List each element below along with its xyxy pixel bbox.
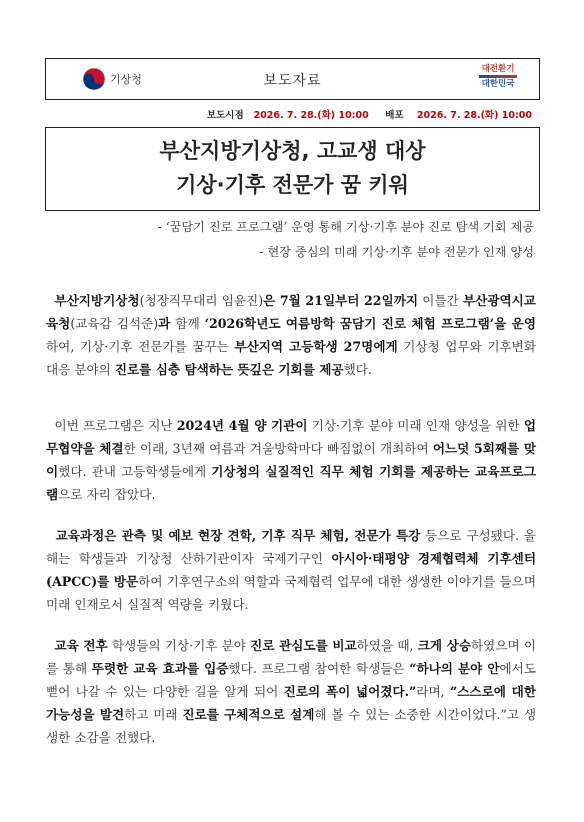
paragraph-text-segment: 하고 미래 [124, 707, 183, 722]
paragraph-text-segment: 함께 [170, 316, 205, 331]
paragraph-text-segment: 하였을 때, [356, 638, 418, 653]
paragraph-text-segment: 으로 자리 잡았다. [58, 487, 156, 502]
paragraph-text-segment: 진로 관심도를 비교 [250, 638, 357, 653]
subtitle-1: - ‘꿈담기 진로 프로그램’ 운영 통해 기상·기후 분야 진로 탐색 기회 제공 [157, 220, 534, 234]
paragraph-text-segment: 에서도 뻗어 나갈 수 있는 다양한 길을 알게 되어 [46, 661, 536, 699]
body-paragraph-3 [46, 524, 536, 616]
paragraph-text-segment: 했다. 프로그램 참여한 학생들은 [228, 661, 410, 676]
release-info [207, 107, 532, 121]
paragraph-text-segment: 등으로 구성됐다. 올해는 학생들과 기상청 산하기관이자 국제기구인 [46, 528, 536, 566]
paragraph-text-segment: 기상청의 실질적인 직무 체험 기회를 제공하는 교육프로그램 [46, 464, 536, 502]
paragraph-text-segment: 라며, [416, 684, 451, 699]
headline-line-2: 기상·기후 전문가 꿈 키워 [176, 173, 409, 197]
paragraph-text-segment: 진로를 심층 탐색하는 뜻깊은 기회를 제공 [114, 362, 344, 377]
paragraph-text-segment: 크게 상승 [417, 638, 471, 653]
campaign-logo-top-text: 대전환기 [481, 64, 515, 74]
body-paragraph-1 [46, 289, 536, 381]
paragraph-text-segment: 은 7월 21일부터 22일까지 [263, 293, 419, 308]
paragraph-text-segment: 하여 기후연구소의 역할과 국제협력 업무에 대한 생생한 이야기를 들으며 미래 인재로서 실질적 역량을 키웠다. [46, 574, 536, 612]
release-label-1: 보도시점 [206, 110, 244, 121]
paragraph-text-segment: 아시아·태평양 경제협력체 기후센터(APCC)를 방문 [46, 551, 537, 589]
paragraph-text-segment: 했다. [343, 362, 372, 377]
paragraph-text-segment: 뚜렷한 교육 효과를 입증 [91, 661, 229, 676]
paragraph-text-segment: 부산지방기상청 [54, 293, 140, 308]
paragraph-text-segment: 교육과정은 관측 및 예보 현장 견학, 기후 직무 체험, 전문가 특강 [55, 528, 421, 543]
header-box [45, 58, 540, 100]
campaign-logo-bar [479, 75, 517, 78]
paragraph-text-segment: 이번 프로그램은 지난 [54, 418, 177, 433]
paragraph-text-segment: ‘2026학년도 여름방학 꿈담기 진로 체험 프로그램’을 운영 [204, 316, 536, 331]
org-name: 기상청 [110, 73, 142, 86]
paragraph-text-segment: 이틀간 [418, 293, 463, 308]
paragraph-text-segment: 부산광역시교육청 [46, 293, 536, 331]
paragraph-text-segment: “스스로에 대한 가능성을 발견 [46, 684, 537, 722]
paragraph-text-segment: 기상·기후 분야 미래 인재 양성을 위한 [307, 418, 524, 433]
paragraph-text-segment: 했다. 관내 고등학생들에게 [58, 464, 212, 479]
paragraph-text-segment: 과 [158, 316, 171, 331]
doc-type-label: 보도자료 [263, 73, 322, 89]
paragraph-text-segment: 어느덧 5회째를 맞이 [46, 441, 536, 479]
paragraph-text-segment: 부산지역 고등학생 27명에게 [234, 339, 398, 354]
headline-line-1: 부산지방기상청, 고교생 대상 [159, 139, 426, 163]
paragraph-text-segment: (청장직무대리 임윤진) [139, 293, 264, 308]
paragraph-text-segment: “하나의 분야 안 [409, 661, 500, 676]
body-paragraph-2 [46, 414, 536, 506]
paragraph-text-segment: 업무협약을 체결 [46, 418, 536, 456]
paragraph-text-segment: (교육감 김석준) [70, 316, 159, 331]
body-paragraph-4 [46, 634, 536, 749]
paragraph-text-segment: 2024년 4월 양 기관이 [176, 418, 308, 433]
campaign-logo [475, 64, 521, 94]
campaign-logo-bottom-text: 대한민국 [481, 79, 515, 89]
paragraph-text-segment: 진로를 구체적으로 설계 [182, 707, 315, 722]
release-date-2: 2026. 7. 28.(화) 10:00 [416, 110, 532, 121]
paragraph-text-segment: 기상청 업무와 기후변화 대응 분야의 [46, 339, 536, 377]
paragraph-text-segment: 해 볼 수 있는 소중한 시간이었다.”고 생생한 소감을 전했다. [46, 707, 536, 745]
paragraph-text-segment: 한 이래, 3년째 여름과 겨울방학마다 빠짐없이 개최하여 [123, 441, 433, 456]
paragraph-text-segment: 교육 전후 [54, 638, 108, 653]
release-label-2: 배포 [385, 110, 404, 121]
title-box [45, 127, 540, 211]
paragraph-text-segment: 하여, 기상·기후 전문가를 꿈꾸는 [46, 339, 235, 354]
release-date-1: 2026. 7. 28.(화) 10:00 [253, 110, 369, 121]
subtitle-2: - 현장 중심의 미래 기상·기후 분야 전문가 인재 양성 [259, 245, 534, 259]
paragraph-text-segment: 학생들의 기상·기후 분야 [107, 638, 251, 653]
paragraph-text-segment: 하였으며 이를 통해 [46, 638, 537, 676]
paragraph-text-segment: 진로의 폭이 넓어졌다.” [283, 684, 417, 699]
